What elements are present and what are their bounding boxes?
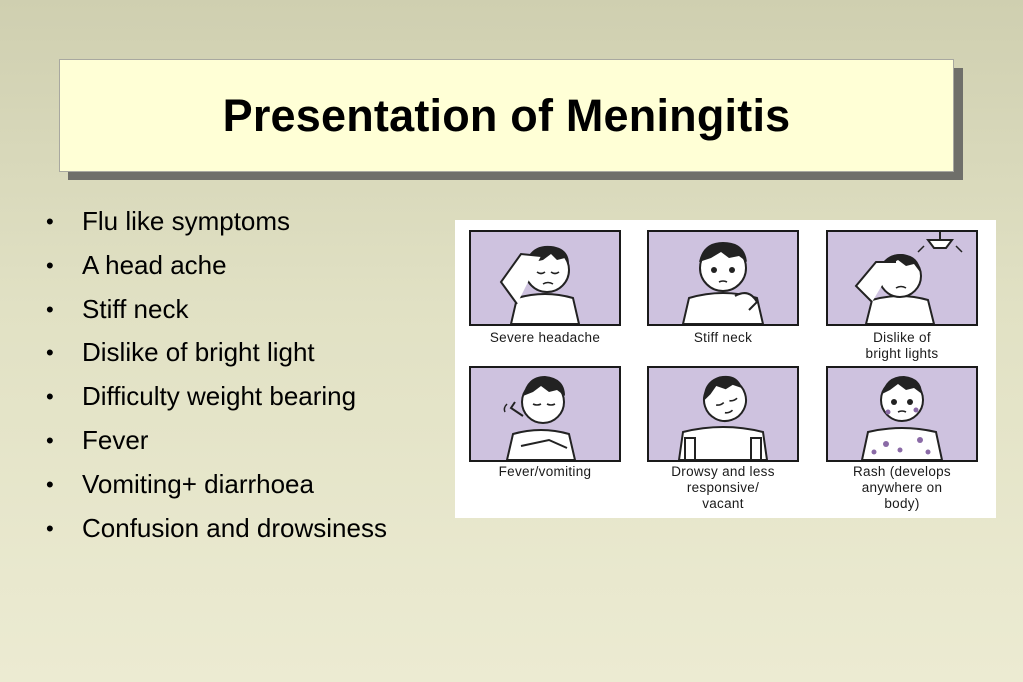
rash-illustration bbox=[826, 366, 978, 462]
list-item: • A head ache bbox=[46, 244, 387, 288]
list-item: • Vomiting+ diarrhoea bbox=[46, 463, 387, 507]
severe-headache-illustration bbox=[469, 230, 621, 326]
dislike-bright-lights-illustration bbox=[826, 230, 978, 326]
stiff-neck-illustration bbox=[647, 230, 799, 326]
fever-vomiting-illustration bbox=[469, 366, 621, 462]
list-item: • Flu like symptoms bbox=[46, 200, 387, 244]
caption-bright-lights: Dislike of bright lights bbox=[865, 330, 939, 361]
bullet-icon: • bbox=[46, 471, 54, 497]
bullet-icon: • bbox=[46, 209, 54, 234]
list-item: • Dislike of bright light bbox=[46, 331, 387, 375]
bullet-icon: • bbox=[46, 340, 54, 366]
list-item: • Stiff neck bbox=[46, 288, 387, 332]
title-box bbox=[59, 59, 954, 172]
symptom-list bbox=[46, 200, 387, 550]
bullet-icon: • bbox=[46, 384, 54, 410]
bullet-icon: • bbox=[46, 427, 54, 453]
symptoms-figure bbox=[455, 220, 996, 518]
caption-severe-headache: Severe headache bbox=[489, 330, 601, 345]
caption-rash: Rash (develops anywhere on body) bbox=[852, 464, 951, 511]
bullet-icon: • bbox=[46, 252, 54, 278]
list-item: • Confusion and drowsiness bbox=[46, 507, 387, 551]
caption-fever-vomiting: Fever/vomiting bbox=[498, 464, 592, 479]
list-item: • Fever bbox=[46, 419, 387, 463]
caption-stiff-neck: Stiff neck bbox=[693, 330, 753, 345]
list-item: • Difficulty weight bearing bbox=[46, 375, 387, 419]
bullet-icon: • bbox=[46, 515, 54, 541]
drowsy-illustration bbox=[647, 366, 799, 462]
bullet-icon: • bbox=[46, 296, 54, 322]
slide-title: Presentation of Meningitis bbox=[222, 89, 791, 141]
caption-drowsy: Drowsy and less responsive/ vacant bbox=[671, 464, 775, 511]
